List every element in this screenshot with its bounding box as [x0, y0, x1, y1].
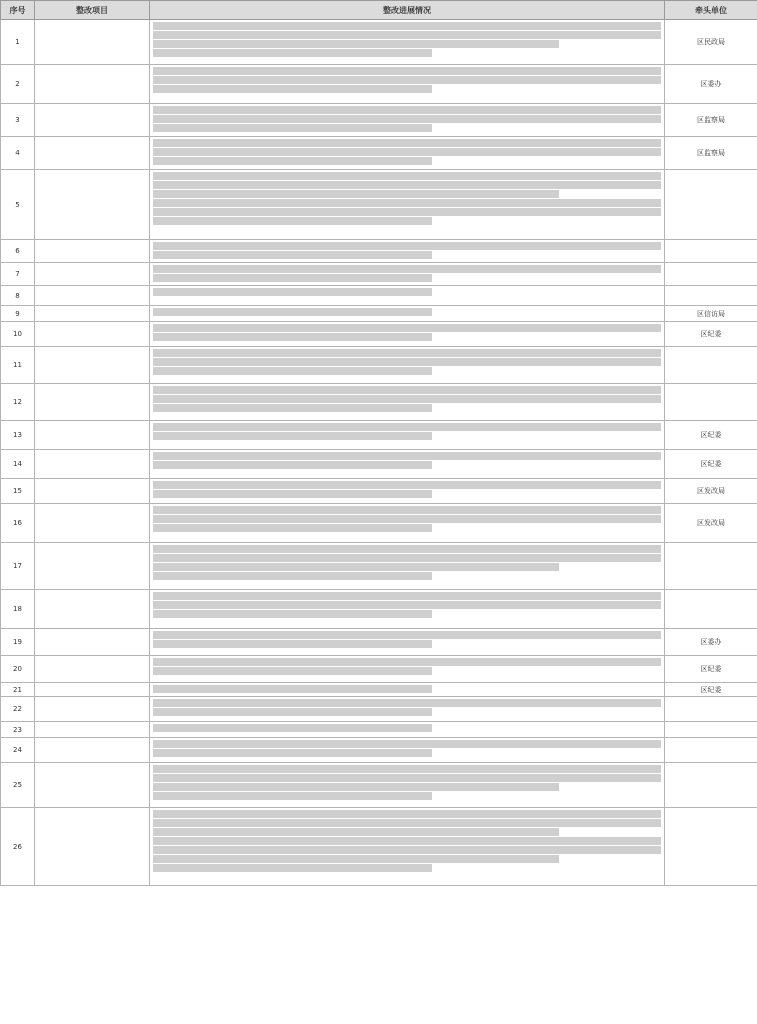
row-detail-illegible	[150, 137, 665, 170]
row-item	[35, 808, 150, 886]
row-item	[35, 590, 150, 629]
illegible-text-line	[153, 265, 661, 273]
table-row	[1, 170, 757, 240]
row-unit	[665, 384, 757, 421]
illegible-text-line	[153, 274, 432, 282]
row-number: 2	[1, 65, 35, 104]
illegible-text-line	[153, 610, 432, 618]
row-unit: 区监察局	[665, 137, 757, 170]
illegible-text-line	[153, 208, 661, 216]
row-number: 21	[1, 683, 35, 697]
illegible-text-line	[153, 367, 432, 375]
table-row	[1, 763, 757, 808]
row-detail-illegible	[150, 347, 665, 384]
table-row	[1, 384, 757, 421]
illegible-text-line	[153, 864, 432, 872]
row-item	[35, 263, 150, 286]
row-item	[35, 738, 150, 763]
row-number: 18	[1, 590, 35, 629]
row-item	[35, 683, 150, 697]
illegible-text-line	[153, 190, 559, 198]
row-number: 5	[1, 170, 35, 240]
illegible-text-line	[153, 404, 432, 412]
illegible-text-line	[153, 658, 661, 666]
row-unit	[665, 722, 757, 738]
table-row	[1, 137, 757, 170]
row-detail-illegible	[150, 20, 665, 65]
illegible-text-line	[153, 67, 661, 75]
row-item	[35, 722, 150, 738]
illegible-text-line	[153, 783, 559, 791]
row-item	[35, 421, 150, 450]
row-number: 17	[1, 543, 35, 590]
row-number: 4	[1, 137, 35, 170]
row-number: 25	[1, 763, 35, 808]
illegible-text-line	[153, 481, 661, 489]
row-detail-illegible	[150, 479, 665, 504]
row-unit: 区委办	[665, 65, 757, 104]
row-detail-illegible	[150, 697, 665, 722]
table-row	[1, 306, 757, 322]
table-row	[1, 347, 757, 384]
illegible-text-line	[153, 699, 661, 707]
row-unit: 区监察局	[665, 104, 757, 137]
illegible-text-line	[153, 358, 661, 366]
illegible-text-line	[153, 554, 661, 562]
row-item	[35, 479, 150, 504]
table-row	[1, 240, 757, 263]
row-number: 9	[1, 306, 35, 322]
row-unit: 区纪委	[665, 421, 757, 450]
illegible-text-line	[153, 724, 432, 732]
header-no: 序号	[1, 1, 35, 20]
row-number: 23	[1, 722, 35, 738]
row-number: 20	[1, 656, 35, 683]
table-header-row	[1, 1, 757, 20]
illegible-text-line	[153, 308, 432, 316]
row-number: 26	[1, 808, 35, 886]
header-detail: 整改进展情况	[150, 1, 665, 20]
header-unit: 牵头单位	[665, 1, 757, 20]
illegible-text-line	[153, 49, 432, 57]
table-row	[1, 286, 757, 306]
table-body	[1, 20, 757, 886]
illegible-text-line	[153, 846, 661, 854]
row-number: 7	[1, 263, 35, 286]
row-number: 12	[1, 384, 35, 421]
row-unit: 区纪委	[665, 656, 757, 683]
row-unit: 区发改局	[665, 479, 757, 504]
table-row	[1, 656, 757, 683]
illegible-text-line	[153, 324, 661, 332]
row-number: 14	[1, 450, 35, 479]
row-number: 22	[1, 697, 35, 722]
row-detail-illegible	[150, 543, 665, 590]
row-number: 11	[1, 347, 35, 384]
row-item	[35, 384, 150, 421]
illegible-text-line	[153, 524, 432, 532]
illegible-text-line	[153, 837, 661, 845]
row-number: 3	[1, 104, 35, 137]
row-item	[35, 504, 150, 543]
table-row	[1, 104, 757, 137]
illegible-text-line	[153, 432, 432, 440]
row-detail-illegible	[150, 306, 665, 322]
row-number: 15	[1, 479, 35, 504]
row-number: 19	[1, 629, 35, 656]
illegible-text-line	[153, 181, 661, 189]
row-detail-illegible	[150, 65, 665, 104]
row-item	[35, 697, 150, 722]
illegible-text-line	[153, 288, 432, 296]
row-item	[35, 240, 150, 263]
illegible-text-line	[153, 563, 559, 571]
row-number: 8	[1, 286, 35, 306]
illegible-text-line	[153, 157, 432, 165]
row-number: 16	[1, 504, 35, 543]
illegible-text-line	[153, 740, 661, 748]
table-row	[1, 263, 757, 286]
row-item	[35, 629, 150, 656]
illegible-text-line	[153, 631, 661, 639]
illegible-text-line	[153, 199, 661, 207]
illegible-text-line	[153, 106, 661, 114]
illegible-text-line	[153, 242, 661, 250]
illegible-text-line	[153, 572, 432, 580]
row-unit	[665, 590, 757, 629]
row-item	[35, 286, 150, 306]
row-detail-illegible	[150, 263, 665, 286]
row-item	[35, 104, 150, 137]
row-unit	[665, 263, 757, 286]
table-row	[1, 65, 757, 104]
row-item	[35, 347, 150, 384]
illegible-text-line	[153, 708, 432, 716]
row-detail-illegible	[150, 104, 665, 137]
row-item	[35, 763, 150, 808]
row-detail-illegible	[150, 808, 665, 886]
row-item	[35, 306, 150, 322]
table-row	[1, 808, 757, 886]
illegible-text-line	[153, 828, 559, 836]
illegible-text-line	[153, 490, 432, 498]
row-unit	[665, 543, 757, 590]
table-row	[1, 322, 757, 347]
row-unit	[665, 240, 757, 263]
row-unit	[665, 738, 757, 763]
row-unit	[665, 808, 757, 886]
illegible-text-line	[153, 810, 661, 818]
illegible-text-line	[153, 386, 661, 394]
row-detail-illegible	[150, 763, 665, 808]
row-detail-illegible	[150, 450, 665, 479]
table-row	[1, 504, 757, 543]
row-number: 13	[1, 421, 35, 450]
row-unit: 区纪委	[665, 322, 757, 347]
table-row	[1, 683, 757, 697]
illegible-text-line	[153, 819, 661, 827]
row-item	[35, 322, 150, 347]
illegible-text-line	[153, 22, 661, 30]
row-unit: 区民政局	[665, 20, 757, 65]
illegible-text-line	[153, 592, 661, 600]
row-detail-illegible	[150, 629, 665, 656]
row-unit: 区委办	[665, 629, 757, 656]
illegible-text-line	[153, 640, 432, 648]
illegible-text-line	[153, 461, 432, 469]
illegible-text-line	[153, 395, 661, 403]
illegible-text-line	[153, 749, 432, 757]
illegible-text-line	[153, 148, 661, 156]
illegible-text-line	[153, 506, 661, 514]
table-row	[1, 738, 757, 763]
illegible-text-line	[153, 76, 661, 84]
illegible-text-line	[153, 545, 661, 553]
illegible-text-line	[153, 251, 432, 259]
illegible-text-line	[153, 765, 661, 773]
row-detail-illegible	[150, 683, 665, 697]
illegible-text-line	[153, 601, 661, 609]
row-detail-illegible	[150, 590, 665, 629]
row-detail-illegible	[150, 384, 665, 421]
illegible-text-line	[153, 172, 661, 180]
row-number: 6	[1, 240, 35, 263]
table-row	[1, 590, 757, 629]
illegible-text-line	[153, 31, 661, 39]
row-item	[35, 137, 150, 170]
table-row	[1, 450, 757, 479]
row-detail-illegible	[150, 170, 665, 240]
illegible-text-line	[153, 85, 432, 93]
row-unit	[665, 697, 757, 722]
row-unit: 区发改局	[665, 504, 757, 543]
illegible-text-line	[153, 40, 559, 48]
illegible-text-line	[153, 855, 559, 863]
row-item	[35, 20, 150, 65]
row-item	[35, 170, 150, 240]
table-row	[1, 629, 757, 656]
table-row	[1, 479, 757, 504]
row-item	[35, 656, 150, 683]
row-detail-illegible	[150, 504, 665, 543]
row-number: 24	[1, 738, 35, 763]
illegible-text-line	[153, 792, 432, 800]
row-unit	[665, 170, 757, 240]
row-number: 10	[1, 322, 35, 347]
illegible-text-line	[153, 423, 661, 431]
illegible-text-line	[153, 515, 661, 523]
row-detail-illegible	[150, 656, 665, 683]
row-detail-illegible	[150, 738, 665, 763]
row-item	[35, 65, 150, 104]
row-unit	[665, 763, 757, 808]
illegible-text-line	[153, 124, 432, 132]
table-row	[1, 697, 757, 722]
row-item	[35, 543, 150, 590]
illegible-text-line	[153, 349, 661, 357]
row-detail-illegible	[150, 421, 665, 450]
illegible-text-line	[153, 333, 432, 341]
row-number: 1	[1, 20, 35, 65]
table-row	[1, 722, 757, 738]
illegible-text-line	[153, 217, 432, 225]
row-detail-illegible	[150, 286, 665, 306]
row-detail-illegible	[150, 322, 665, 347]
table-row	[1, 20, 757, 65]
table-row	[1, 421, 757, 450]
illegible-text-line	[153, 139, 661, 147]
row-detail-illegible	[150, 722, 665, 738]
row-unit	[665, 347, 757, 384]
illegible-text-line	[153, 452, 661, 460]
row-unit	[665, 286, 757, 306]
row-detail-illegible	[150, 240, 665, 263]
illegible-text-line	[153, 685, 432, 693]
row-unit: 区纪委	[665, 450, 757, 479]
header-item: 整改项目	[35, 1, 150, 20]
table-row	[1, 543, 757, 590]
illegible-text-line	[153, 774, 661, 782]
row-unit: 区纪委	[665, 683, 757, 697]
illegible-text-line	[153, 667, 432, 675]
row-unit: 区信访局	[665, 306, 757, 322]
illegible-text-line	[153, 115, 661, 123]
row-item	[35, 450, 150, 479]
